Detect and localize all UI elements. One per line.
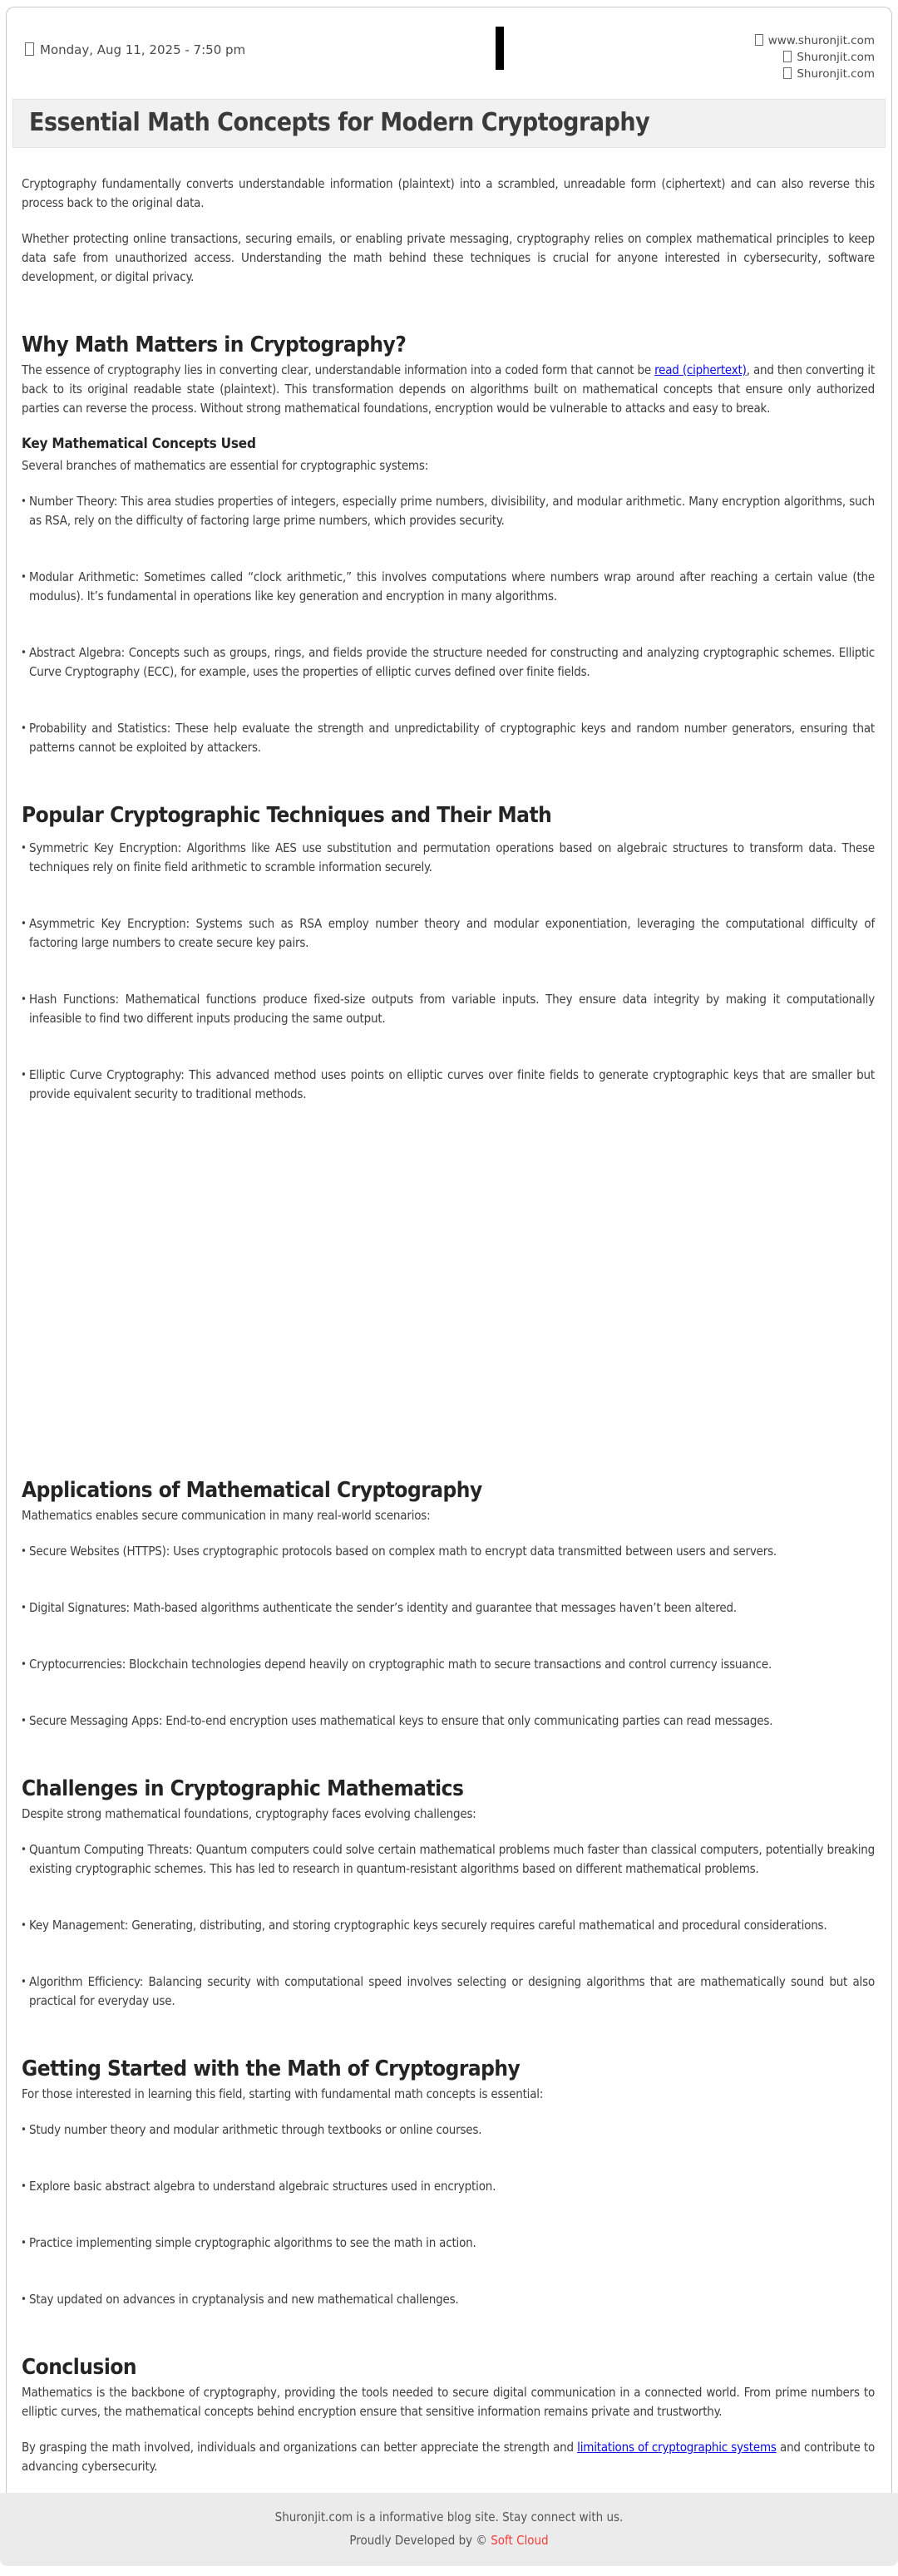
social-icon: [783, 51, 792, 62]
social-link-1[interactable]: [755, 49, 875, 66]
paragraph: Mathematics enables secure communication in many real-world scenarios:: [22, 1508, 431, 1523]
list-item: • Elliptic Curve Cryptography: This advanced method uses points on elliptic curves over finite fields to generate cryptographic keys that are smaller but provide equivalent security to traditional methods.: [29, 1066, 875, 1104]
footer-credit: [0, 2533, 898, 2548]
page-title: Essential Math Concepts for Modern Cryptography: [29, 108, 650, 137]
soft-cloud-link[interactable]: Soft Cloud: [491, 2533, 549, 2548]
website-link[interactable]: [755, 32, 875, 49]
paragraph: Whether protecting online transactions, securing emails, or enabling private messaging, cryptography relies on complex mathematical principles to keep data safe from unauthorized access. Understanding the math behind these techniques is crucial for anyone interested in cybersecurity, software development, or digital privacy.: [22, 231, 875, 284]
globe-icon: [755, 34, 763, 46]
bullet-list: [22, 492, 875, 757]
image-placeholder-gap: [22, 1141, 875, 1432]
list-item: • Quantum Computing Threats: Quantum computers could solve certain mathematical problems much faster than classical computers, potentially breaking existing cryptographic schemes. This has led to research in quantum-resistant algorithms based on different mathematical problems.: [29, 1840, 875, 1879]
site-logo: [496, 27, 504, 70]
paragraph: Several branches of mathematics are essential for cryptographic systems:: [22, 458, 429, 473]
section-heading: Conclusion: [22, 2355, 137, 2380]
footer-credit-prefix: Proudly Developed by ©: [349, 2533, 491, 2548]
article-body: [7, 175, 891, 2476]
list-item: • Hash Functions: Mathematical functions produce fixed-size outputs from variable inputs. They ensure data integrity by making it computationally infeasible to find two different inputs producing the same output.: [29, 990, 875, 1028]
bullet-list: [22, 2120, 875, 2309]
list-item: • Probability and Statistics: These help evaluate the strength and unpredictability of cryptographic keys and random number generators, ensuring that patterns cannot be exploited by attackers.: [29, 719, 875, 757]
title-bar: [12, 99, 886, 148]
section-heading: Challenges in Cryptographic Mathematics: [22, 1776, 464, 1801]
social-link-2-label: Shuronjit.com: [797, 67, 875, 81]
inline-link[interactable]: read (ciphertext): [654, 362, 747, 377]
footer-tagline: Shuronjit.com is a informative blog site. Stay connect with us.: [274, 2510, 624, 2524]
paragraph: Despite strong mathematical foundations, cryptography faces evolving challenges:: [22, 1806, 476, 1821]
list-item: • Algorithm Efficiency: Balancing security with computational speed involves selecting or designing algorithms that are mathematically sound but also practical for everyday use.: [29, 1973, 875, 2011]
site-header: [7, 7, 891, 96]
paragraph: Cryptography fundamentally converts understandable information (plaintext) into a scrambled, unreadable form (ciphertext) and can also reverse this process back to the original data.: [22, 176, 875, 210]
clock-icon: [25, 42, 34, 56]
list-item: • Secure Messaging Apps: End-to-end encryption uses mathematical keys to ensure that only communicating parties can read messages.: [29, 1712, 875, 1731]
list-item: • Practice implementing simple cryptographic algorithms to see the math in action.: [29, 2234, 875, 2253]
list-item: • Asymmetric Key Encryption: Systems such as RSA employ number theory and modular exponentiation, leveraging the computational difficulty of factoring large numbers to create secure key pairs.: [29, 914, 875, 953]
list-item: • Stay updated on advances in cryptanalysis and new mathematical challenges.: [29, 2290, 875, 2309]
bullet-list: [22, 1840, 875, 2011]
list-item: • Secure Websites (HTTPS): Uses cryptographic protocols based on complex math to encrypt data transmitted between users and servers.: [29, 1542, 875, 1561]
bullet-list: [22, 1542, 875, 1731]
post-date: [25, 42, 245, 57]
social-link-2[interactable]: [755, 66, 875, 82]
website-link-label: www.shuronjit.com: [767, 34, 875, 47]
paragraph: For those interested in learning this field, starting with fundamental math concepts is essential:: [22, 2086, 544, 2101]
section-heading: Applications of Mathematical Cryptography: [22, 1478, 482, 1503]
section-heading: Why Math Matters in Cryptography?: [22, 332, 407, 357]
list-item: • Cryptocurrencies: Blockchain technologies depend heavily on cryptographic math to secure transactions and control currency issuance.: [29, 1655, 875, 1674]
post-date-text: Monday, Aug 11, 2025 - 7:50 pm: [40, 42, 246, 57]
section-heading: Popular Cryptographic Techniques and Their Math: [22, 803, 552, 828]
list-item: • Symmetric Key Encryption: Algorithms like AES use substitution and permutation operations based on algebraic structures to transform data. These techniques rely on finite field arithmetic to scramble information securely.: [29, 839, 875, 877]
paragraph: The essence of cryptography lies in converting clear, understandable information into a coded form that cannot be read (ciphertext), and then converting it back to its original readable state (plaintext). This transformation depends on algorithms built on mathematical concepts that ensure only authorized parties can reverse the process. Without strong mathematical foundations, encryption would be vulnerable to attacks and easy to break.: [22, 362, 875, 416]
list-item: • Number Theory: This area studies properties of integers, especially prime numbers, divisibility, and modular arithmetic. Many encryption algorithms, such as RSA, rely on the difficulty of factoring large prime numbers, which provides security.: [29, 492, 875, 530]
social-icon: [783, 67, 792, 79]
header-links: [755, 32, 875, 82]
social-link-1-label: Shuronjit.com: [797, 51, 875, 64]
logo-area: [496, 24, 504, 70]
subsection-heading: Key Mathematical Concepts Used: [22, 436, 256, 452]
paragraph: By grasping the math involved, individuals and organizations can better appreciate the strength and limitations of cryptographic systems and contribute to advancing cybersecurity.: [22, 2440, 875, 2474]
list-item: • Abstract Algebra: Concepts such as groups, rings, and fields provide the structure needed for constructing and analyzing cryptographic schemes. Elliptic Curve Cryptography (ECC), for example, uses the properties of elliptic curves defined over finite fields.: [29, 643, 875, 682]
page-card: [6, 7, 892, 2493]
paragraph: Mathematics is the backbone of cryptography, providing the tools needed to secure digital communication in a connected world. From prime numbers to elliptic curves, the mathematical concepts behind encryption ensure that sensitive information remains private and trustworthy.: [22, 2385, 875, 2419]
list-item: • Study number theory and modular arithmetic through textbooks or online courses.: [29, 2120, 875, 2140]
section-heading: Getting Started with the Math of Cryptography: [22, 2056, 521, 2081]
list-item: • Digital Signatures: Math-based algorithms authenticate the sender’s identity and guarantee that messages haven’t been altered.: [29, 1598, 875, 1618]
list-item: • Key Management: Generating, distributing, and storing cryptographic keys securely requires careful mathematical and procedural considerations.: [29, 1916, 875, 1935]
site-footer: [0, 2493, 898, 2566]
bullet-list: [22, 839, 875, 1104]
inline-link[interactable]: limitations of cryptographic systems: [577, 2440, 777, 2455]
page-bottom-gap: [0, 2566, 898, 2576]
list-item: • Explore basic abstract algebra to understand algebraic structures used in encryption.: [29, 2177, 875, 2196]
list-item: • Modular Arithmetic: Sometimes called “clock arithmetic,” this involves computations where numbers wrap around after reaching a certain value (the modulus). It’s fundamental in operations like key generation and encryption in many algorithms.: [29, 568, 875, 606]
